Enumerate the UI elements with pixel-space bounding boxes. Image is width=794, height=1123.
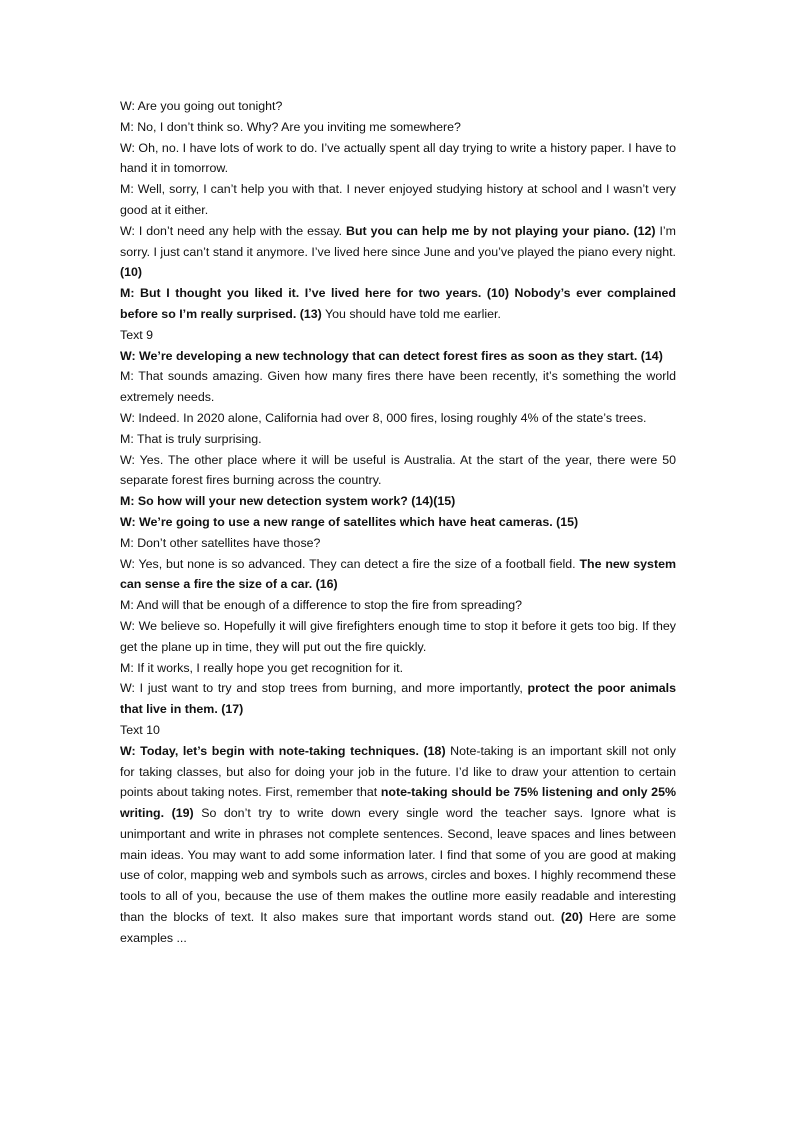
text-segment: M: Don’t other satellites have those?	[120, 535, 321, 550]
text-segment: You should have told me earlier.	[321, 306, 501, 321]
transcript-line	[120, 429, 676, 450]
bold-text-segment: (10)	[120, 265, 143, 280]
text-segment: W: Oh, no. I have lots of work to do. I’ve actually spent all day trying to write a history paper. I have to hand it in tomorrow.	[120, 140, 676, 176]
bold-text-segment: W: Today, let’s begin with note-taking techniques.	[120, 743, 419, 758]
bold-text-segment: note-taking should be 75% listening and only 25% writing.	[120, 785, 676, 821]
bold-text-segment: M: But I thought you liked it. I’ve lived here for two years.	[120, 286, 482, 301]
bold-text-segment: (17)	[221, 702, 244, 717]
text-segment: W: We believe so. Hopefully it will give firefighters enough time to stop it before it gets too big. If they get the plane up in time, they will put out the fire quickly.	[120, 618, 676, 654]
heading-text-9: Text 9	[120, 327, 154, 342]
text-segment: M: And will that be enough of a difference to stop the fire from spreading?	[120, 598, 523, 613]
transcript-line	[120, 658, 676, 679]
bold-text-segment: (14)(15)	[411, 494, 456, 509]
transcript-line	[120, 366, 676, 408]
bold-text-segment: (19)	[171, 806, 194, 821]
text-segment: M: No, I don’t think so. Why? Are you inviting me somewhere?	[120, 119, 461, 134]
text-segment: I’m sorry. I just can’t stand it anymore. I’ve lived here since June and you’ve played the piano every night.	[120, 223, 676, 259]
text-segment: W: Yes. The other place where it will be useful is Australia. At the start of the year, there were 50 separate forest fires burning across the country.	[120, 452, 676, 488]
bold-text-segment: The new system can sense a fire the size of a car.	[120, 556, 676, 592]
transcript-line	[120, 450, 676, 492]
bold-text-segment: But you can help me by not playing your piano.	[346, 223, 630, 238]
bold-text-segment: (15)	[556, 514, 579, 529]
text-segment: W: I just want to try and stop trees from burning, and more importantly,	[120, 681, 528, 696]
transcript-line	[120, 616, 676, 658]
monologue-text-10	[120, 741, 676, 949]
transcript-line	[120, 179, 676, 221]
bold-text-segment: W: We’re developing a new technology that can detect forest fires as soon as they start.	[120, 348, 638, 363]
text-segment: W: Are you going out tonight?	[120, 99, 283, 113]
bold-text-segment: (13)	[299, 306, 322, 321]
transcript-line	[120, 741, 676, 949]
bold-text-segment: Nobody’s ever complained before so I’m really surprised.	[120, 286, 676, 321]
transcript-line	[120, 678, 676, 720]
bold-text-segment: (10)	[486, 286, 509, 301]
bold-text-segment: M: So how will your new detection system work?	[120, 494, 408, 509]
text-segment: Here are some examples ...	[120, 910, 676, 945]
transcript-line	[120, 346, 676, 367]
bold-text-segment: (18)	[423, 743, 446, 758]
text-segment: M: That sounds amazing. Given how many fires there have been recently, it’s something the world extremely needs.	[120, 369, 676, 405]
text-segment: W: Indeed. In 2020 alone, California had over 8, 000 fires, losing roughly 4% of the state’s trees.	[120, 410, 647, 425]
text-segment: W: I don’t need any help with the essay.	[120, 223, 346, 238]
transcript-line	[120, 117, 676, 138]
transcript-line	[120, 533, 676, 554]
text-segment: M: That is truly surprising.	[120, 431, 262, 446]
bold-text-segment: (12)	[633, 223, 656, 238]
transcript-line	[120, 221, 676, 283]
text-segment: So don’t try to write down every single word the teacher says. Ignore what is unimportant and write in phrases not complete sentences. Second, leave spaces and lines between main ideas. You may want to add some information later. I find that some of you are good at making use of color, mapping web and symbols such as arrows, circles and boxes. I highly recommend these tools to all of you, because the use of them makes the outline more easily readable and interesting than the blocks of text. It also makes sure that important words stand out.	[120, 806, 676, 925]
transcript-page	[120, 96, 676, 949]
transcript-line	[120, 138, 676, 180]
transcript-line	[120, 96, 676, 117]
text-segment: M: Well, sorry, I can’t help you with that. I never enjoyed studying history at school and I wasn’t very good at it either.	[120, 182, 676, 217]
transcript-line	[120, 408, 676, 429]
dialogue-text-8	[120, 96, 676, 325]
bold-text-segment: W: We’re going to use a new range of satellites which have heat cameras.	[120, 514, 553, 529]
dialogue-text-9	[120, 346, 676, 720]
text-segment: W: Yes, but none is so advanced. They can detect a fire the size of a football field.	[120, 556, 580, 571]
bold-text-segment: (14)	[640, 348, 663, 363]
text-segment: M: If it works, I really hope you get recognition for it.	[120, 660, 404, 675]
transcript-line	[120, 512, 676, 533]
transcript-line	[120, 595, 676, 616]
transcript-line	[120, 491, 676, 512]
text-segment	[164, 806, 172, 820]
text-segment: Note-taking is an important skill not only for taking classes, but also for doing your job in the future. I’d like to draw your attention to certain points about taking notes. First, remember that	[120, 743, 676, 800]
bold-text-segment: protect the poor animals that live in them.	[120, 681, 676, 717]
transcript-line	[120, 554, 676, 596]
bold-text-segment: (20)	[560, 910, 583, 925]
bold-text-segment: (16)	[315, 577, 338, 592]
transcript-line	[120, 283, 676, 325]
heading-text-10: Text 10	[120, 722, 160, 737]
